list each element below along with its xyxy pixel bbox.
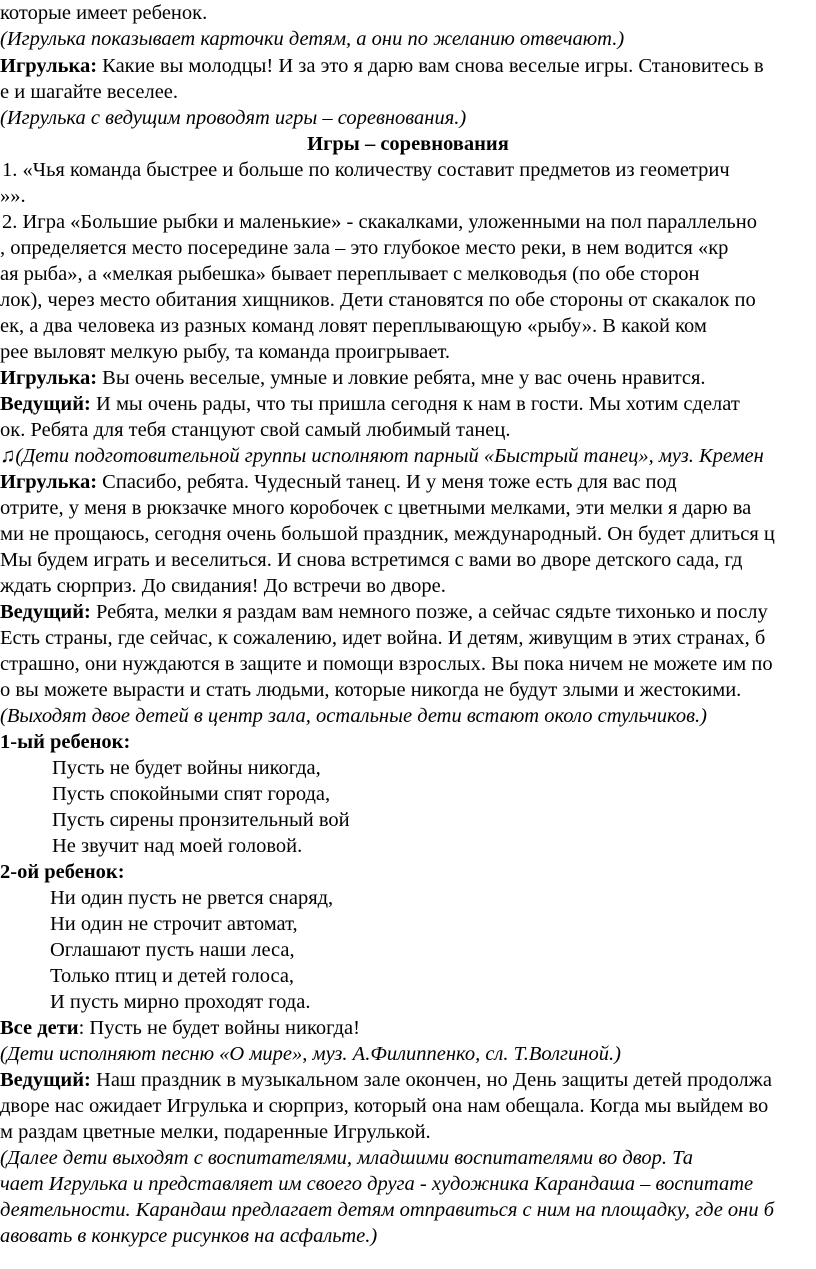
text-line: дворе нас ожидает Игрулька и сюрприз, который она нам обещала. Когда мы выйдем во [0, 1095, 769, 1117]
text-line: м раздам цветные мелки, подаренные Игрулькой. [0, 1121, 431, 1143]
verse-line: Ни один не строчит автомат, [50, 913, 298, 935]
verse-line: Пусть сирены пронзительный вой [52, 809, 350, 831]
stage-direction: (Игрулька показывает карточки детям, а они по желанию отвечают.) [0, 28, 625, 50]
dialogue-line: Ведущий: И мы очень рады, что ты пришла сегодня к нам в гости. Мы хотим сделат [0, 393, 740, 415]
text-line: которые имеет ребенок. [0, 2, 208, 24]
dialogue-line: Ведущий: Наш праздник в музыкальном зале окончен, но День защиты детей продолжа [0, 1069, 772, 1091]
speaker-name: Ведущий: [0, 601, 91, 623]
text-line: лок), через место обитания хищников. Дети становятся по обе стороны от скакалок по [0, 289, 756, 311]
text-line: е и шагайте веселее. [0, 81, 179, 103]
stage-direction: (Далее дети выходят с воспитателями, младшими воспитателями во двор. Та [0, 1147, 693, 1169]
speaker-name: Все дети [0, 1017, 79, 1039]
text-line: ек, а два человека из разных команд ловят переплывающую «рыбу». В какой ком [0, 315, 707, 337]
text-line: 2. Игра «Большие рыбки и маленькие» - скакалками, уложенными на пол параллельно [2, 211, 757, 233]
stage-direction: (Игрулька с ведущим проводят игры – соревнования.) [0, 107, 467, 129]
stage-direction: (Дети исполняют песню «О мире», муз. А.Филиппенко, сл. Т.Волгиной.) [0, 1043, 621, 1065]
text-line: 1. «Чья команда быстрее и больше по количеству составит предметов из геометрич [2, 159, 730, 181]
section-heading: Игры – соревнования [307, 133, 509, 155]
speaker-heading: 1-ый ребенок: [0, 731, 131, 753]
stage-direction: (Выходят двое детей в центр зала, остальные дети встают около стульчиков.) [0, 705, 707, 727]
text-line: страшно, они нуждаются в защите и помощи взрослых. Вы пока ничем не можете им по [0, 653, 773, 675]
dialogue-line: Игрулька: Вы очень веселые, умные и ловкие ребята, мне у вас очень нравится. [0, 367, 706, 389]
text-line: , определяется место посередине зала – это глубокое место реки, в нем водится «кр [0, 237, 729, 259]
dialogue-line: Все дети: Пусть не будет войны никогда! [0, 1017, 360, 1039]
speaker-name: Ведущий: [0, 1069, 91, 1091]
text-line: ждать сюрприз. До свидания! До встречи во дворе. [0, 575, 446, 597]
dialogue-line: Ведущий: Ребята, мелки я раздам вам немного позже, а сейчас сядьте тихонько и послу [0, 601, 768, 623]
speaker-name: Игрулька: [0, 471, 98, 493]
text-line: о вы можете вырасти и стать людьми, которые никогда не будут злыми и жестокими. [0, 679, 742, 701]
music-note-icon: ♫ [0, 445, 16, 467]
stage-direction: деятельности. Карандаш предлагает детям отправиться с ним на площадку, где они б [0, 1199, 775, 1221]
text-line: отрите, у меня в рюкзачке много коробочек с цветными мелками, эти мелки я дарю ва [0, 497, 752, 519]
text-line: ми не прощаюсь, сегодня очень большой праздник, международный. Он будет длиться ц [0, 523, 775, 545]
text-line: ок. Ребята для тебя станцуют свой самый любимый танец. [0, 419, 511, 441]
text-line: Мы будем играть и веселиться. И снова встретимся с вами во дворе детского сада, гд [0, 549, 743, 571]
text-line: »». [0, 185, 26, 207]
dialogue-line: Игрулька: Какие вы молодцы! И за это я дарю вам снова веселые игры. Становитесь в [0, 55, 764, 77]
verse-line: Оглашают пусть наши леса, [50, 939, 295, 961]
speaker-name: Ведущий: [0, 393, 91, 415]
dialogue-line: Игрулька: Спасибо, ребята. Чудесный танец. И у меня тоже есть для вас под [0, 471, 677, 493]
stage-direction: авовать в конкурсе рисунков на асфальте.) [0, 1225, 378, 1247]
verse-line: Пусть не будет войны никогда, [52, 757, 321, 779]
verse-line: И пусть мирно проходят года. [50, 991, 311, 1013]
text-line: ая рыба», а «мелкая рыбешка» бывает переплывает с мелководья (по обе сторон [0, 263, 700, 285]
verse-line: Только птиц и детей голоса, [50, 965, 295, 987]
verse-line: Пусть спокойными спят города, [52, 783, 331, 805]
text-line: рее выловят мелкую рыбу, та команда проигрывает. [0, 341, 450, 363]
verse-line: Ни один пусть не рвется снаряд, [50, 887, 334, 909]
stage-direction: ♫(Дети подготовительной группы исполняют парный «Быстрый танец», муз. Кремен [0, 445, 764, 467]
speaker-heading: 2-ой ребенок: [0, 861, 125, 883]
speaker-name: Игрулька: [0, 367, 98, 389]
verse-line: Не звучит над моей головой. [52, 835, 303, 857]
stage-direction: чает Игрулька и представляет им своего друга - художника Карандаша – воспитате [0, 1173, 754, 1195]
speaker-name: Игрулька: [0, 55, 98, 77]
text-line: Есть страны, где сейчас, к сожалению, идет война. И детям, живущим в этих странах, б [0, 627, 766, 649]
